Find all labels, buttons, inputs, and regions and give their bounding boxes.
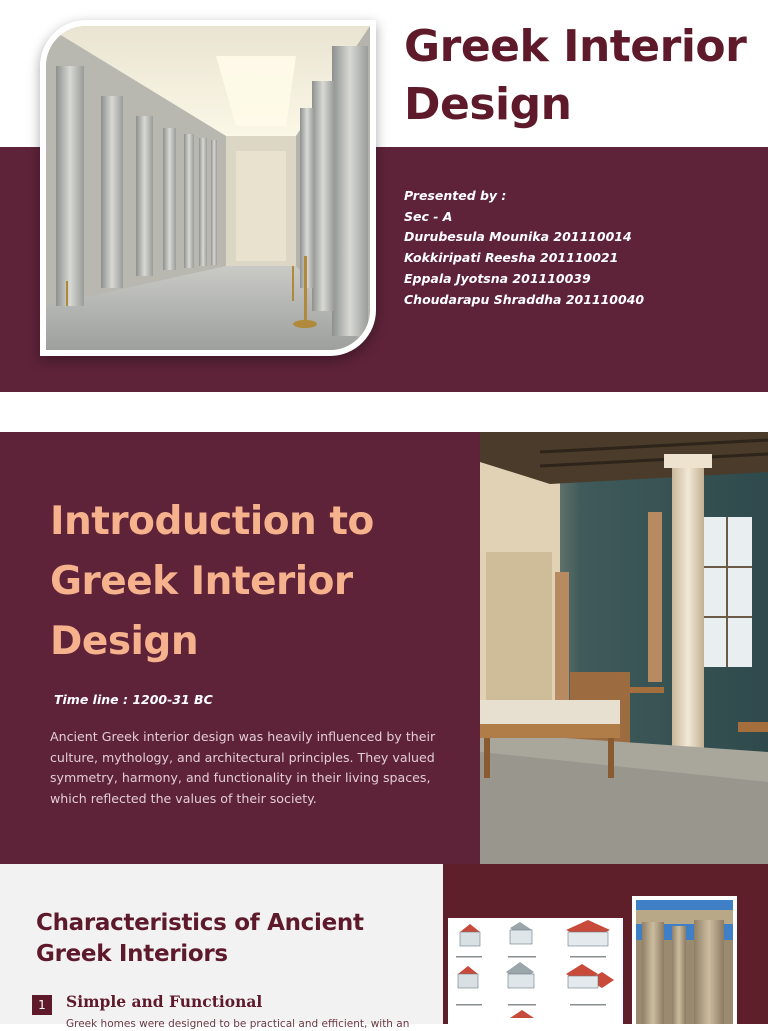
intro-paragraph: Ancient Greek interior design was heavily influenced by their culture, mythology, and architectural principles. They valued symmetry, harmony, and functionality in their living spaces, which reflected the values of their society.	[50, 729, 436, 807]
presenter-name: Durubesula Mounika 201110014	[404, 229, 632, 245]
section-label: Sec - A	[404, 208, 453, 224]
presenter-name: Eppala Jyotsna 201110039	[404, 270, 591, 286]
intro-heading: Introduction to Greek Interior Design	[50, 499, 374, 664]
characteristics-heading: Characteristics of Ancient Greek Interiors	[36, 910, 364, 967]
presented-by-label: Presented by :	[404, 188, 507, 203]
presenter-name: Kokkiripati Reesha 201110021	[404, 250, 619, 266]
presenter-name: Choudarapu Shraddha 201110040	[404, 291, 645, 307]
colonnade-hall-photo	[46, 26, 370, 350]
presentation-title: Greek Interior Design	[404, 21, 747, 130]
timeline-label: Time line : 1200-31 BC	[54, 692, 213, 707]
presenter-list	[404, 186, 764, 310]
ancient-columns-photo	[636, 900, 733, 1024]
item-description: Greek homes were designed to be practical and efficient, with an	[66, 1018, 410, 1030]
greek-bedroom-photo	[480, 432, 768, 864]
item-number-badge: 1	[32, 995, 52, 1015]
house-types-diagram	[448, 918, 623, 1024]
item-title: Simple and Functional	[66, 992, 263, 1011]
